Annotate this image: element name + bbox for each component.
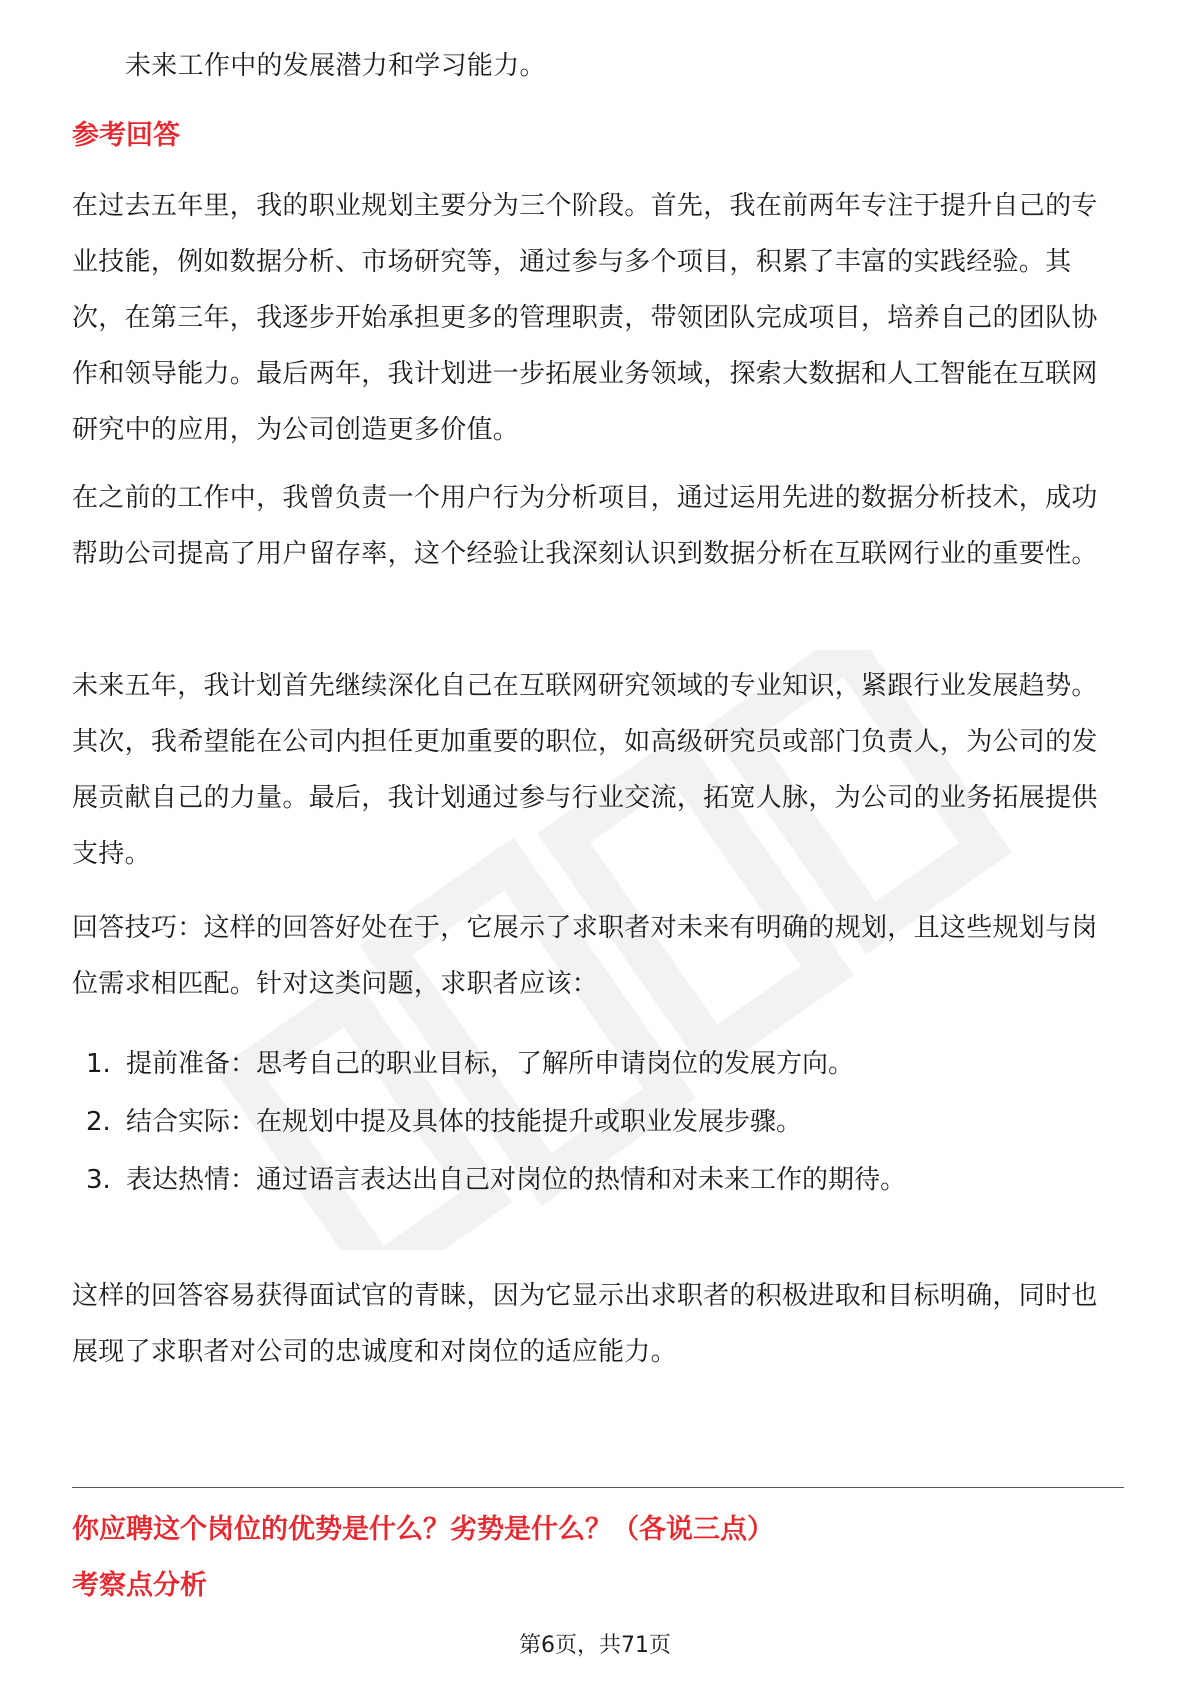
list-item-number: 3.	[86, 1165, 111, 1195]
answer-conclusion: 这样的回答容易获得面试官的青睐，因为它显示出求职者的积极进取和目标明确，同时也展现了求职者对公司的忠诚度和对岗位的适应能力。	[72, 1281, 1098, 1367]
list-item	[86, 1093, 1116, 1151]
tips-list	[86, 1035, 1116, 1209]
answer-paragraph-1: 在过去五年里，我的职业规划主要分为三个阶段。首先，我在前两年专注于提升自己的专业技能，例如数据分析、市场研究等，通过参与多个项目，积累了丰富的实践经验。其次，在第三年，我逐步开始承担更多的管理职责，带领团队完成项目，培养自己的团队协作和领导能力。最后两年，我计划进一步拓展业务领域，探索大数据和人工智能在互联网研究中的应用，为公司创造更多价值。	[72, 191, 1098, 445]
list-item-number: 1.	[86, 1049, 111, 1079]
section-divider	[72, 1487, 1124, 1488]
carry-over-line: 未来工作中的发展潜力和学习能力。	[125, 51, 546, 81]
list-item-number: 2.	[86, 1107, 111, 1137]
answer-tips-intro: 回答技巧：这样的回答好处在于，它展示了求职者对未来有明确的规划，且这些规划与岗位需求相匹配。针对这类问题，求职者应该：	[72, 913, 1098, 999]
list-item	[86, 1151, 1116, 1209]
answer-heading: 参考回答	[72, 120, 180, 151]
analysis-heading: 考察点分析	[72, 1570, 207, 1601]
list-item-text: 结合实际：在规划中提及具体的技能提升或职业发展步骤。	[126, 1107, 803, 1137]
next-question-heading: 你应聘这个岗位的优势是什么？劣势是什么？（各说三点）	[72, 1514, 774, 1545]
list-item	[86, 1035, 1116, 1093]
list-item-text: 表达热情：通过语言表达出自己对岗位的热情和对未来工作的期待。	[126, 1165, 907, 1195]
answer-paragraph-3: 未来五年，我计划首先继续深化自己在互联网研究领域的专业知识，紧跟行业发展趋势。其次，我希望能在公司内担任更加重要的职位，如高级研究员或部门负责人，为公司的发展贡献自己的力量。最后，我计划通过参与行业交流，拓宽人脉，为公司的业务拓展提供支持。	[72, 671, 1098, 869]
list-item-text: 提前准备：思考自己的职业目标，了解所申请岗位的发展方向。	[126, 1049, 855, 1079]
page-footer: 第6页，共71页	[519, 1633, 671, 1658]
answer-paragraph-2: 在之前的工作中，我曾负责一个用户行为分析项目，通过运用先进的数据分析技术，成功帮助公司提高了用户留存率，这个经验让我深刻认识到数据分析在互联网行业的重要性。	[72, 483, 1098, 569]
